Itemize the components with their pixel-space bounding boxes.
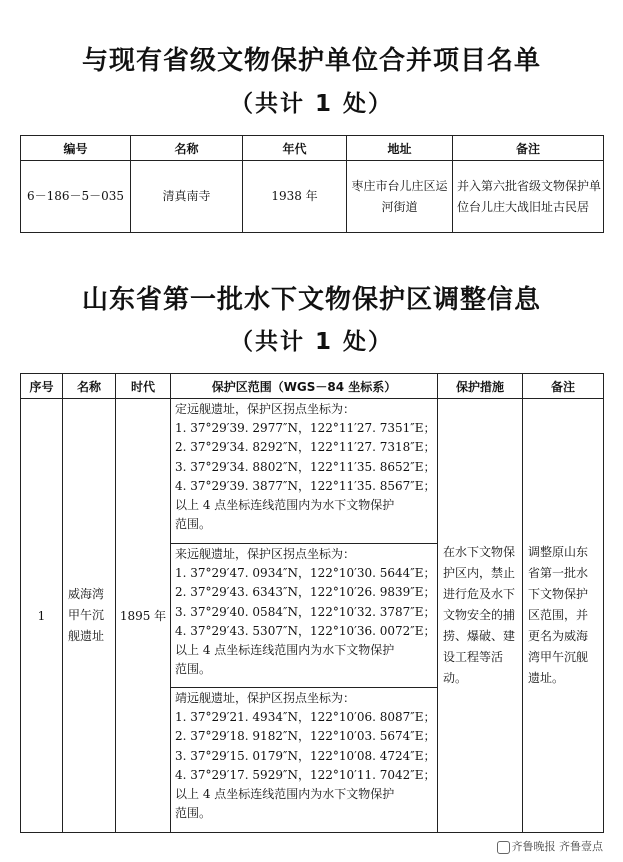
table-row [21,399,604,544]
section2-title: 山东省第一批水下文物保护区调整信息 [81,285,541,315]
header-name: 名称 [131,136,243,161]
coordinate-point: 4. 37°29′39. 3877″N，122°11′35. 8567″E； [175,478,436,493]
coordinate-point: 2. 37°29′34. 8292″N，122°11′27. 7318″E； [175,440,436,455]
header-measures: 保护措施 [438,374,523,399]
header-name: 名称 [63,374,116,399]
section1-title: 与现有省级文物保护单位合并项目名单 [81,46,541,76]
site-outro: 以上 4 点坐标连线范围内为水下文物保护 [175,498,395,513]
header-id: 编号 [21,136,131,161]
cell-era: 1895 年 [116,399,171,833]
header-no: 序号 [21,374,63,399]
coordinate-point: 3. 37°29′34. 8802″N，122°11′35. 8652″E； [175,459,436,474]
cell-name: 清真南寺 [131,161,243,233]
site-intro: 来远舰遗址，保护区拐点坐标为： [175,547,356,561]
coordinate-point: 3. 37°29′15. 0179″N，122°10′08. 4724″E； [175,748,436,763]
table-header-row [21,374,604,399]
table-row [21,161,604,233]
section1-subtitle: （共计 1 处） [229,91,394,117]
table-header-row [21,136,604,161]
site-outro: 以上 4 点坐标连线范围内为水下文物保护 [175,787,395,802]
header-era: 年代 [243,136,347,161]
site-block-jingyuan [171,688,438,833]
site-intro: 定远舰遗址，保护区拐点坐标为： [175,402,356,416]
coordinate-point: 4. 37°29′17. 5929″N，122°10′11. 7042″E； [175,767,436,782]
cell-note: 调整原山东省第一批水下文物保护区范围，并更名为威海湾甲午沉舰遗址。 [523,399,604,833]
site-outro: 范围。 [175,517,212,532]
header-note: 备注 [523,374,604,399]
site-outro: 范围。 [175,806,212,821]
coordinate-point: 1. 37°29′47. 0934″N，122°10′30. 5644″E； [175,566,436,581]
cell-no: 1 [21,399,63,833]
header-era: 时代 [116,374,171,399]
cell-id: 6－186－5－035 [21,161,131,233]
cell-address: 枣庄市台儿庄区运河街道 [347,161,453,233]
coordinate-point: 4. 37°29′43. 5307″N，122°10′36. 0072″E； [175,623,436,638]
cell-measures: 在水下文物保护区内，禁止进行危及水下文物安全的捕捞、爆破、建设工程等活动。 [438,399,523,833]
cell-era: 1938 年 [243,161,347,233]
section2-subtitle: （共计 1 处） [229,329,394,355]
underwater-protection-table [20,373,604,833]
merge-list-table [20,135,604,233]
coordinate-point: 1. 37°29′21. 4934″N，122°10′06. 8087″E； [175,710,436,725]
header-note: 备注 [453,136,604,161]
coordinate-point: 2. 37°29′43. 6343″N，122°10′26. 9839″E； [175,585,436,600]
site-intro: 靖远舰遗址，保护区拐点坐标为： [175,691,356,705]
site-outro: 以上 4 点坐标连线范围内为水下文物保护 [175,643,395,658]
site-block-dingyuan [171,399,438,544]
watermark-text: 齐鲁晚报 齐鲁壹点 [511,840,603,853]
header-address: 地址 [347,136,453,161]
coordinate-point: 3. 37°29′40. 0584″N，122°10′32. 3787″E； [175,604,436,619]
coordinate-point: 1. 37°29′39. 2977″N，122°11′27. 7351″E； [175,421,436,436]
coordinate-point: 2. 37°29′18. 9182″N，122°10′03. 5674″E； [175,729,436,744]
app-logo-icon [497,841,510,854]
header-range: 保护区范围（WGS－84 坐标系） [171,374,438,399]
cell-note: 并入第六批省级文物保护单位台儿庄大战旧址古民居 [453,161,604,233]
cell-name: 威海湾甲午沉舰遗址 [63,399,116,833]
watermark [495,838,604,854]
site-outro: 范围。 [175,662,212,677]
site-block-laiyuan [171,544,438,688]
